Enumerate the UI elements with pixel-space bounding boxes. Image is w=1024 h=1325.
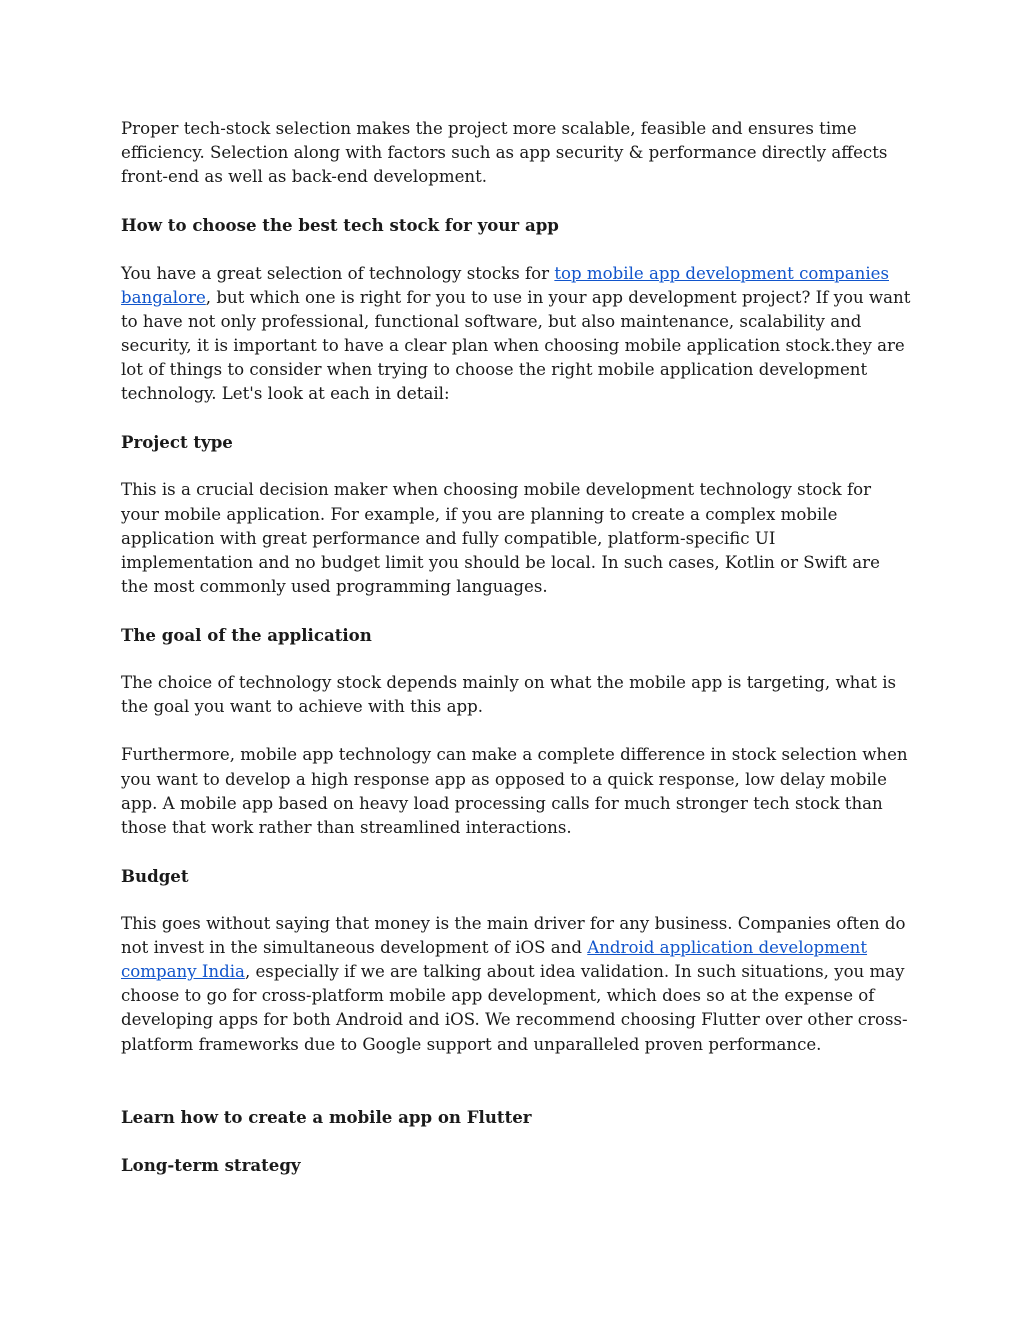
choose-paragraph	[121, 262, 911, 407]
link-android-app-development-company-india[interactable]: Android application development company India	[121, 938, 868, 982]
document-page	[121, 117, 911, 1201]
heading-choose-tech-stock: How to choose the best tech stock for your app	[121, 215, 559, 236]
spacer	[121, 1081, 911, 1105]
budget-text-before: This goes without saying that money is the main driver for any business. Companies often do not invest in the simultaneous development of iOS and	[121, 914, 906, 958]
heading-budget: Budget	[121, 865, 189, 886]
intro-paragraph: Proper tech-stock selection makes the project more scalable, feasible and ensures time efficiency. Selection along with factors such as app security & performance directly affects front-end as well as back-end development.	[121, 119, 888, 187]
choose-text-before: You have a great selection of technology stocks for	[121, 263, 555, 283]
link-top-mobile-app-companies-bangalore[interactable]: top mobile app development companies bangalore	[121, 263, 889, 307]
goal-paragraph-2: Furthermore, mobile app technology can make a complete difference in stock selection when you want to develop a high response app as opposed to a quick response, low delay mobile app. A mobile app based on heavy load processing calls for much stronger tech stock than those that work rather than streamlined interactions.	[121, 745, 908, 837]
goal-paragraph-1: The choice of technology stock depends mainly on what the mobile app is targeting, what is the goal you want to achieve with this app.	[121, 673, 897, 717]
project-type-paragraph: This is a crucial decision maker when choosing mobile development technology stock for your mobile application. For example, if you are planning to create a complex mobile application with great performance and fully compatible, platform-specific UI implementation and no budget limit you should be local. In such cases, Kotlin or Swift are the most commonly used programming languages.	[121, 480, 880, 596]
budget-paragraph	[121, 912, 911, 1057]
heading-project-type: Project type	[121, 432, 233, 453]
choose-text-after: , but which one is right for you to use in your app development project? If you want to have not only professional, functional software, but also maintenance, scalability and security, it is important to have a clear plan when choosing mobile application stock.they are lot of things to consider when trying to choose the right mobile application development technology. Let's look at each in detail:	[121, 287, 911, 404]
heading-learn-flutter: Learn how to create a mobile app on Flutter	[121, 1106, 532, 1127]
heading-long-term-strategy: Long-term strategy	[121, 1155, 301, 1176]
heading-goal-of-application: The goal of the application	[121, 624, 372, 645]
budget-text-after: , especially if we are talking about idea validation. In such situations, you may choose to go for cross-platform mobile app development, which does so at the expense of developing apps for both Android and iOS. We recommend choosing Flutter over other cross-platform frameworks due to Google support and unparalleled proven performance.	[121, 962, 908, 1054]
